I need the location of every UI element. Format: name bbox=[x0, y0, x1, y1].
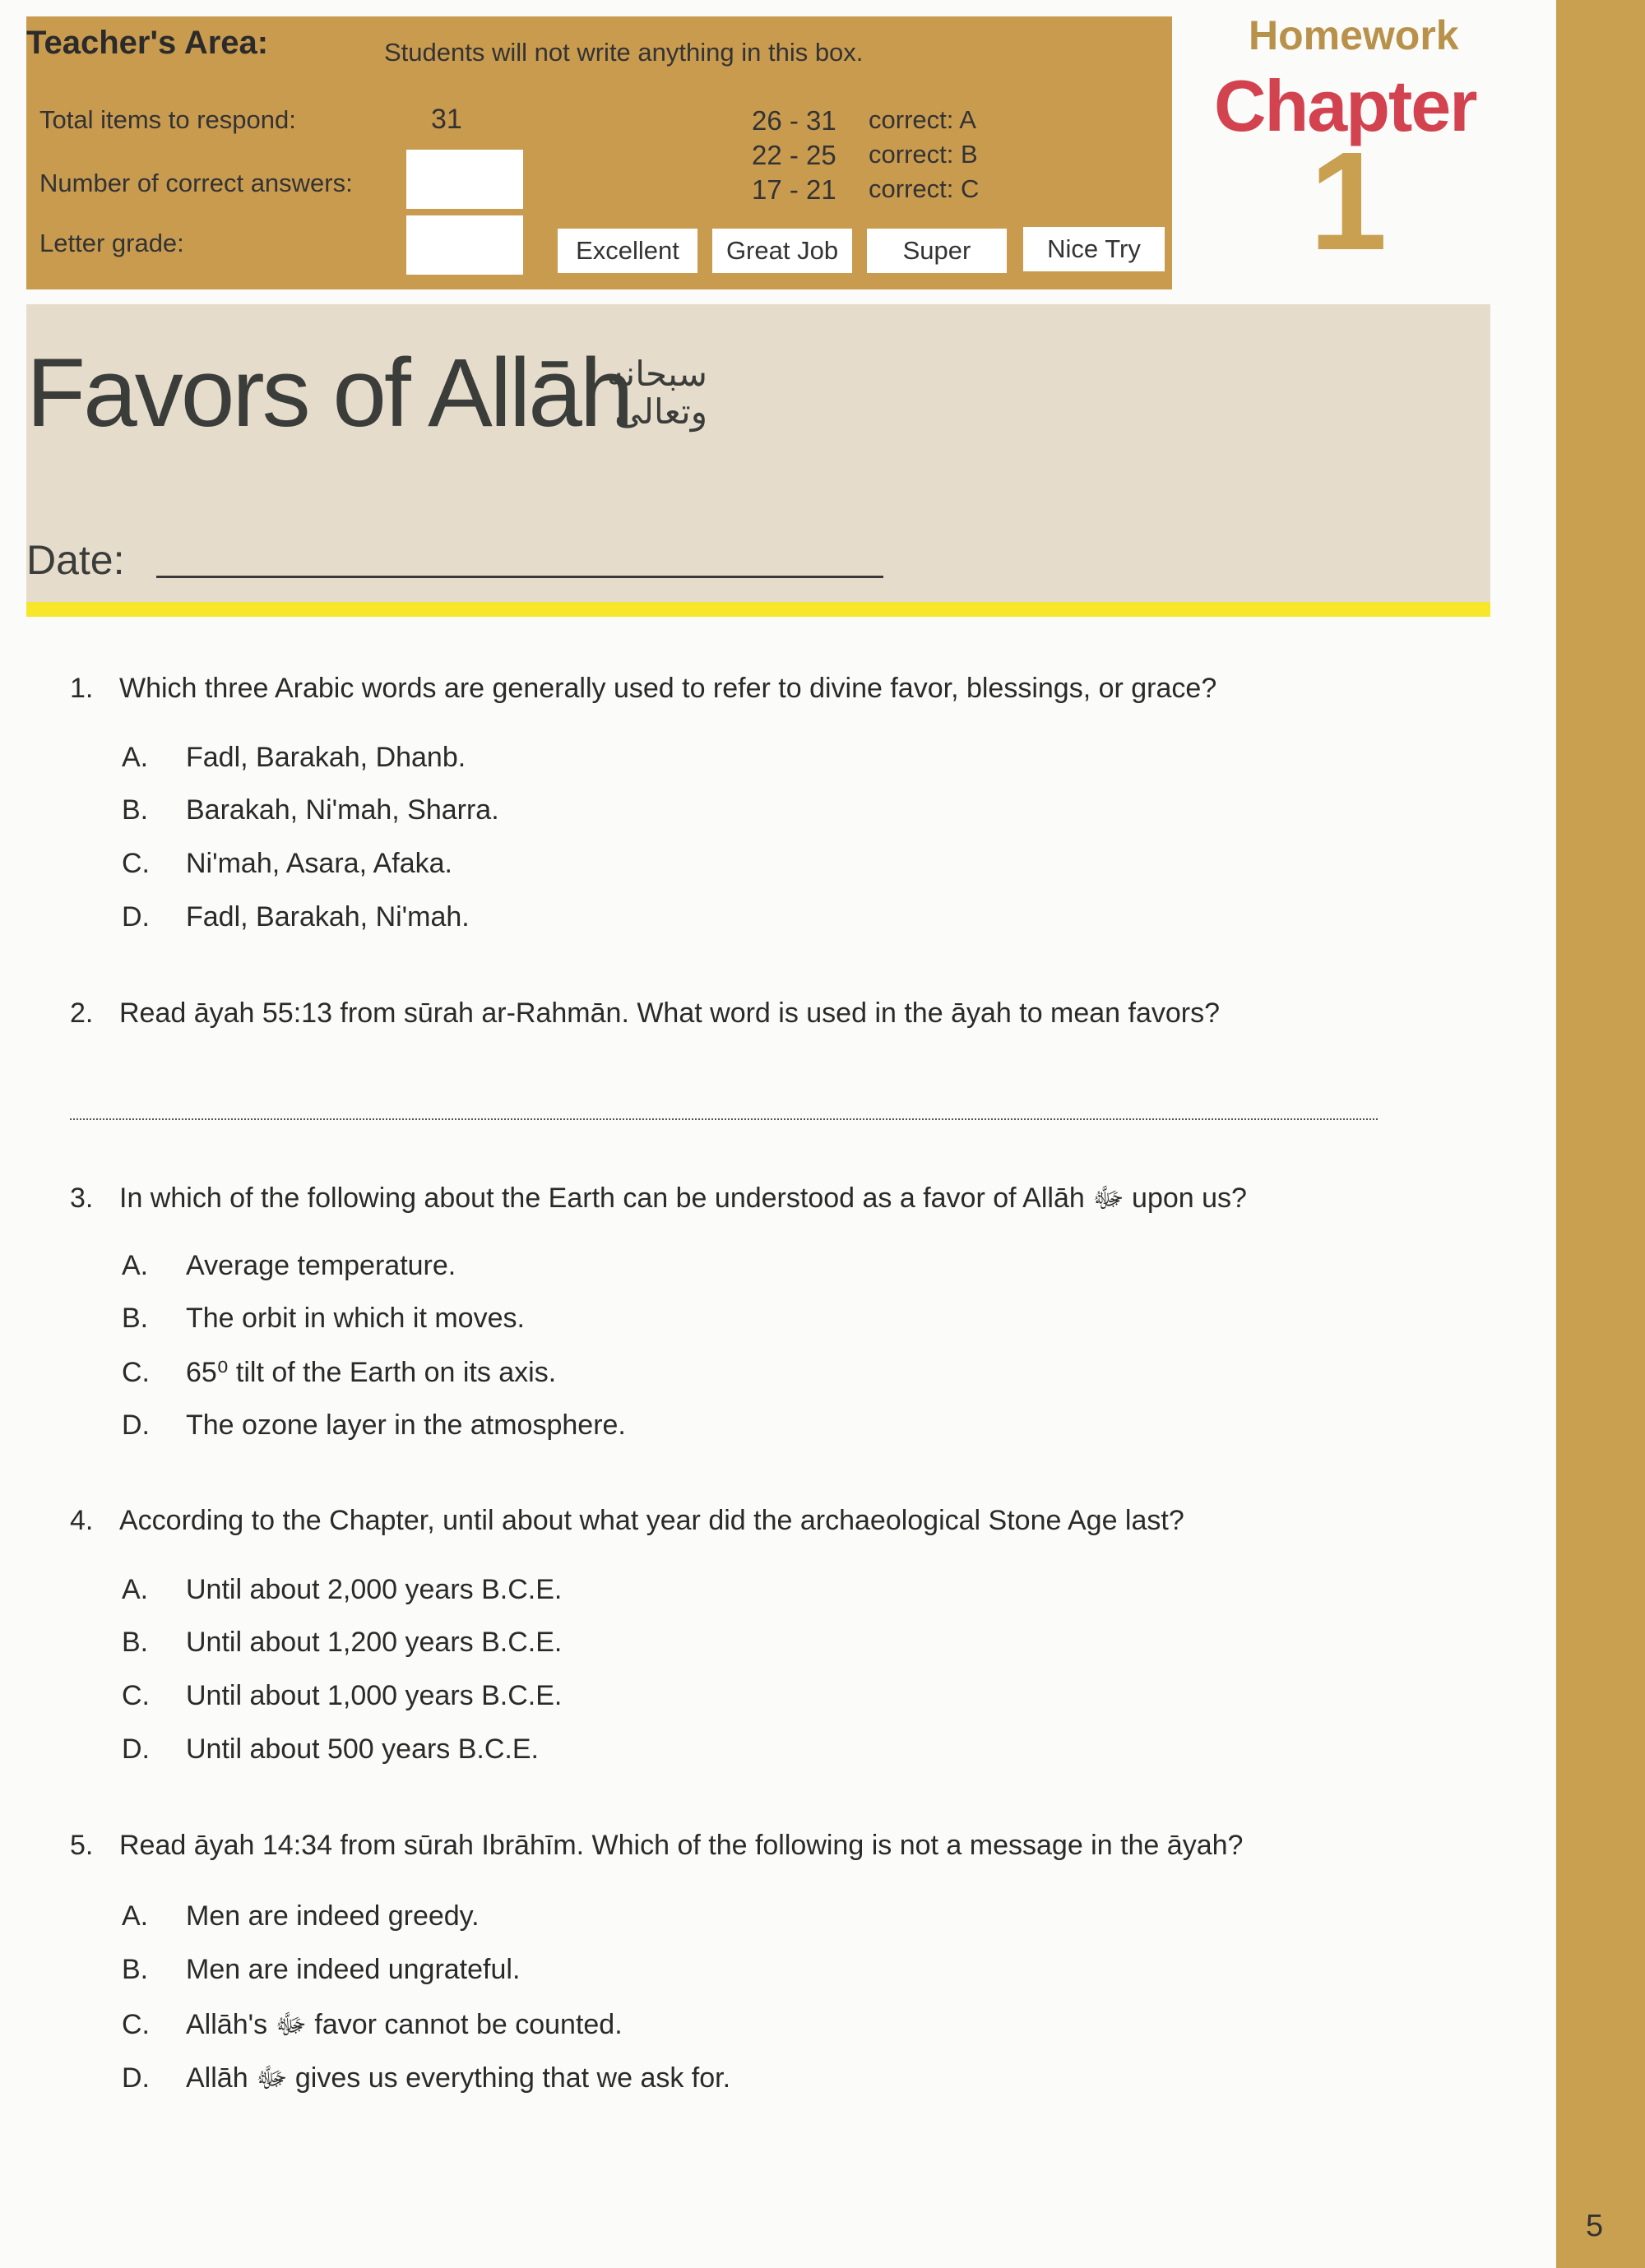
total-label: Total items to respond: bbox=[39, 105, 296, 134]
option[interactable]: A. Average temperature. bbox=[122, 1250, 456, 1281]
option[interactable]: D. Allāh ﷻ gives us everything that we ask for. bbox=[122, 2062, 731, 2094]
honorific-calligraphy: سبحانه وتعالى bbox=[607, 354, 707, 432]
scale-grade: correct: A bbox=[869, 105, 976, 134]
page-title: Favors of Allāh bbox=[26, 339, 632, 447]
option[interactable]: B. The orbit in which it moves. bbox=[122, 1303, 525, 1334]
scale-range: 22 - 25 bbox=[752, 140, 836, 170]
option[interactable]: A. Fadl, Barakah, Dhanb. bbox=[122, 742, 466, 773]
answer-line[interactable] bbox=[70, 1118, 1378, 1120]
title-banner bbox=[26, 304, 1490, 602]
question-4: 4. According to the Chapter, until about what year did the archaeological Stone Age last? bbox=[70, 1505, 1184, 1536]
option[interactable]: A. Men are indeed greedy. bbox=[122, 1900, 480, 1932]
yellow-divider bbox=[26, 602, 1490, 617]
grade-super[interactable]: Super bbox=[867, 229, 1007, 273]
option[interactable]: C. Until about 1,000 years B.C.E. bbox=[122, 1680, 563, 1711]
teacher-area-note: Students will not write anything in this box. bbox=[384, 38, 864, 67]
scale-grade: correct: C bbox=[869, 174, 980, 203]
scale-range: 26 - 31 bbox=[752, 105, 836, 136]
option[interactable]: C. 65⁰ tilt of the Earth on its axis. bbox=[122, 1357, 557, 1388]
page-number: 5 bbox=[1586, 2209, 1604, 2243]
scale-range: 17 - 21 bbox=[752, 174, 836, 205]
option[interactable]: D. The ozone layer in the atmosphere. bbox=[122, 1409, 626, 1441]
correct-count-box[interactable] bbox=[406, 150, 523, 209]
question-3: 3. In which of the following about the Earth can be understood as a favor of Allāh ﷻ upon us? bbox=[70, 1183, 1247, 1214]
chapter-label: Chapter bbox=[1214, 65, 1476, 146]
question-1: 1. Which three Arabic words are generally used to refer to divine favor, blessings, or grace? bbox=[70, 673, 1217, 704]
option[interactable]: B. Until about 1,200 years B.C.E. bbox=[122, 1627, 563, 1658]
option[interactable]: D. Fadl, Barakah, Ni'mah. bbox=[122, 901, 470, 933]
teacher-area bbox=[26, 16, 1172, 289]
side-margin-bar bbox=[1556, 0, 1645, 2268]
question-5: 5. Read āyah 14:34 from sūrah Ibrāhīm. Which of the following is not a message in the āyah? bbox=[70, 1830, 1244, 1861]
homework-label: Homework bbox=[1249, 12, 1459, 58]
date-field[interactable] bbox=[156, 576, 883, 578]
total-value: 31 bbox=[431, 104, 462, 135]
option[interactable]: C. Ni'mah, Asara, Afaka. bbox=[122, 848, 452, 879]
grade-label: Letter grade: bbox=[39, 229, 184, 257]
grade-excellent[interactable]: Excellent bbox=[558, 229, 697, 273]
date-label: Date: bbox=[26, 537, 125, 583]
option[interactable]: C. Allāh's ﷻ favor cannot be counted. bbox=[122, 2009, 623, 2040]
correct-label: Number of correct answers: bbox=[39, 169, 353, 197]
question-2: 2. Read āyah 55:13 from sūrah ar-Rahmān. What word is used in the āyah to mean favors? bbox=[70, 997, 1221, 1029]
option[interactable]: D. Until about 500 years B.C.E. bbox=[122, 1733, 540, 1765]
chapter-number: 1 bbox=[1309, 123, 1388, 280]
grade-great-job[interactable]: Great Job bbox=[712, 229, 852, 273]
grade-nice-try[interactable]: Nice Try bbox=[1023, 227, 1165, 271]
letter-grade-box[interactable] bbox=[406, 215, 523, 275]
option[interactable]: B. Men are indeed ungrateful. bbox=[122, 1954, 521, 1985]
scale-grade: correct: B bbox=[869, 140, 978, 169]
option[interactable]: A. Until about 2,000 years B.C.E. bbox=[122, 1574, 563, 1605]
option[interactable]: B. Barakah, Ni'mah, Sharra. bbox=[122, 794, 499, 826]
teacher-area-title: Teacher's Area: bbox=[26, 25, 269, 61]
